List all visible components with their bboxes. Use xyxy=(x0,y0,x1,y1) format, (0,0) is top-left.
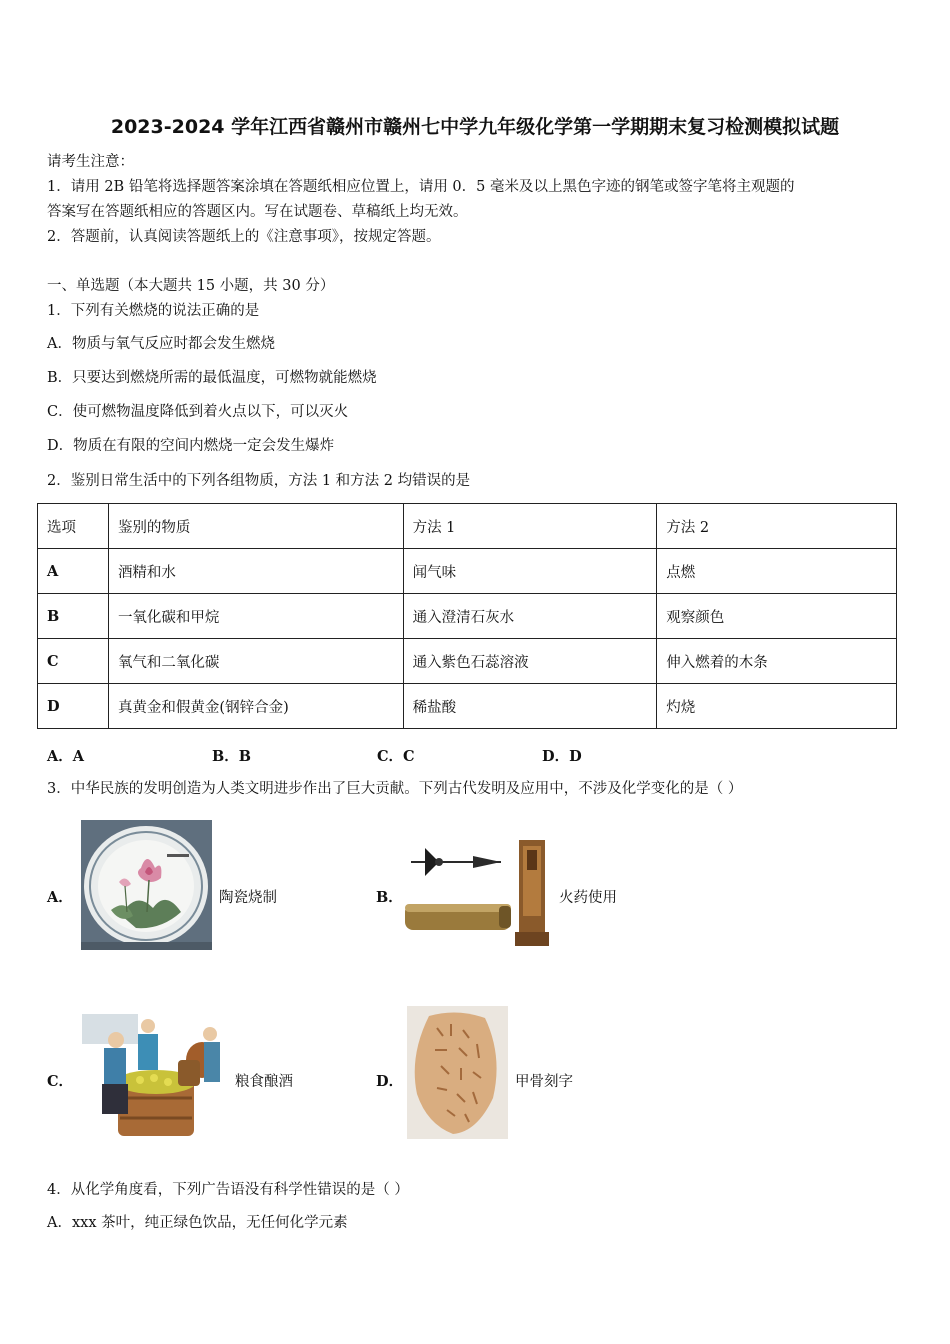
table-cell: 酒精和水 xyxy=(108,549,403,594)
question-1-option-b: B．只要达到燃烧所需的最低温度，可燃物就能燃烧 xyxy=(47,370,377,386)
oracle-bone-image xyxy=(407,1006,508,1139)
question-3-stem: 3．中华民族的发明创造为人类文明进步作出了巨大贡献。下列古代发明及应用中，不涉及化学变化的是（ ） xyxy=(47,781,743,797)
table-header-row xyxy=(38,504,897,549)
question-3-option-b-text: 火药使用 xyxy=(559,890,617,906)
question-1-option-c: C．使可燃物温度降低到着火点以下，可以灭火 xyxy=(47,404,349,420)
question-3-option-b-label: B． xyxy=(376,889,403,906)
question-3-option-d-text: 甲骨刻字 xyxy=(515,1074,573,1090)
table-cell: 稀盐酸 xyxy=(403,684,657,729)
notice-heading: 请考生注意： xyxy=(47,154,134,170)
question-3-option-c-label: C． xyxy=(47,1073,74,1090)
table-cell: 通入澄清石灰水 xyxy=(403,594,657,639)
table-row xyxy=(38,684,897,729)
question-4-option-a: A．xxx 茶叶，纯正绿色饮品，无任何化学元素 xyxy=(47,1215,348,1231)
exam-title: 2023-2024 学年江西省赣州市赣州七中学九年级化学第一学期期末复习检测模拟试题 xyxy=(110,116,840,138)
table-cell: 氧气和二氧化碳 xyxy=(108,639,403,684)
notice-item-1-line-1: 1．请用 2B 铅笔将选择题答案涂填在答题纸相应位置上，请用 0．5 毫米及以上黑色字迹的钢笔或签字笔将主观题的 xyxy=(47,179,795,195)
table-cell: 灼烧 xyxy=(657,684,897,729)
table-header-cell: 鉴别的物质 xyxy=(108,504,403,549)
grain-brewing-image xyxy=(78,1010,226,1140)
question-1-option-a: A．物质与氧气反应时都会发生燃烧 xyxy=(47,336,275,352)
table-header-cell: 选项 xyxy=(38,504,109,549)
table-cell: 伸入燃着的木条 xyxy=(657,639,897,684)
question-1-option-d: D．物质在有限的空间内燃烧一定会发生爆炸 xyxy=(47,438,335,454)
porcelain-plate-image xyxy=(81,820,212,950)
question-2-option-c: C．C xyxy=(377,748,415,765)
question-1-stem: 1．下列有关燃烧的说法正确的是 xyxy=(47,303,260,319)
table-cell: B xyxy=(38,594,109,639)
table-cell: A xyxy=(38,549,109,594)
section-heading: 一、单选题（本大题共 15 小题，共 30 分） xyxy=(47,278,335,294)
question-2-option-a: A．A xyxy=(47,748,85,765)
question-2-option-b: B．B xyxy=(212,748,252,765)
notice-item-2: 2．答题前，认真阅读答题纸上的《注意事项》，按规定答题。 xyxy=(47,229,441,245)
table-row xyxy=(38,639,897,684)
table-row xyxy=(38,549,897,594)
table-cell: D xyxy=(38,684,109,729)
question-3-option-c-text: 粮食酿酒 xyxy=(235,1074,293,1090)
table-cell: 观察颜色 xyxy=(657,594,897,639)
table-header-cell: 方法 1 xyxy=(403,504,657,549)
table-row xyxy=(38,594,897,639)
table-cell: C xyxy=(38,639,109,684)
table-cell: 点燃 xyxy=(657,549,897,594)
question-4-stem: 4．从化学角度看，下列广告语没有科学性错误的是（ ） xyxy=(47,1182,409,1198)
question-3-option-d-label: D． xyxy=(376,1073,404,1090)
gunpowder-weapons-image xyxy=(403,836,553,954)
notice-item-1-line-2: 答案写在答题纸相应的答题区内。写在试题卷、草稿纸上均无效。 xyxy=(47,204,468,220)
table-cell: 一氧化碳和甲烷 xyxy=(108,594,403,639)
table-cell: 通入紫色石蕊溶液 xyxy=(403,639,657,684)
question-2-option-d: D．D xyxy=(542,748,582,765)
table-header-cell: 方法 2 xyxy=(657,504,897,549)
table-cell: 闻气味 xyxy=(403,549,657,594)
table-cell: 真黄金和假黄金(钢锌合金) xyxy=(108,684,403,729)
question-3-option-a-text: 陶瓷烧制 xyxy=(219,890,277,906)
question-2-stem: 2．鉴别日常生活中的下列各组物质，方法 1 和方法 2 均错误的是 xyxy=(47,473,471,489)
question-2-table xyxy=(37,503,897,729)
question-3-option-a-label: A． xyxy=(47,889,73,906)
